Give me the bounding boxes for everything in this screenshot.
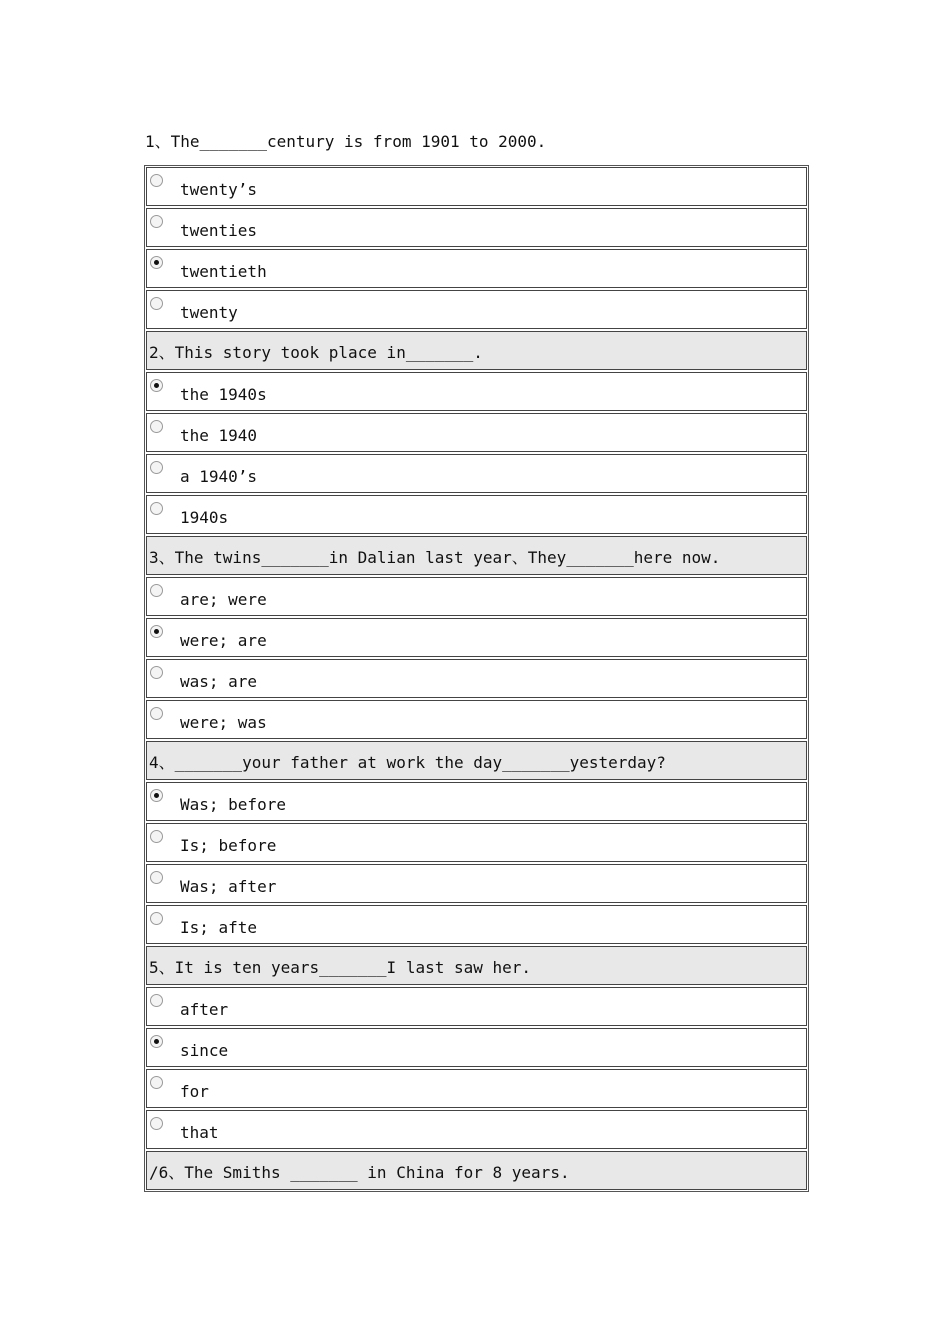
radio-unselected-icon[interactable] bbox=[150, 174, 163, 187]
answer-option-row[interactable] bbox=[146, 290, 807, 329]
question-4-text: 4、_______your father at work the day_______yesterday? bbox=[149, 753, 666, 772]
answer-option-label: Is; afte bbox=[180, 918, 258, 937]
answer-option-label: the 1940 bbox=[180, 426, 258, 445]
answer-option-label: that bbox=[180, 1123, 219, 1142]
answer-option-label: were; are bbox=[180, 631, 267, 650]
answer-option-row[interactable] bbox=[146, 372, 807, 411]
radio-unselected-icon[interactable] bbox=[150, 666, 163, 679]
radio-selected-icon[interactable] bbox=[150, 789, 163, 802]
answer-option-row[interactable] bbox=[146, 823, 807, 862]
radio-unselected-icon[interactable] bbox=[150, 707, 163, 720]
answer-option-row[interactable] bbox=[146, 1028, 807, 1067]
question-6-text: /6、The Smiths _______ in China for 8 years. bbox=[149, 1163, 570, 1182]
answer-option-row[interactable] bbox=[146, 618, 807, 657]
answer-option-row[interactable] bbox=[146, 987, 807, 1026]
answer-option-label: was; are bbox=[180, 672, 258, 691]
radio-unselected-icon[interactable] bbox=[150, 461, 163, 474]
answer-option-label: a 1940’s bbox=[180, 467, 258, 486]
answer-option-label: were; was bbox=[180, 713, 267, 732]
answer-option-row[interactable] bbox=[146, 782, 807, 821]
question-1-text: 1、The_______century is from 1901 to 2000. bbox=[145, 132, 547, 151]
answer-option-row[interactable] bbox=[146, 495, 807, 534]
answer-option-row[interactable] bbox=[146, 905, 807, 944]
answer-option-label: are; were bbox=[180, 590, 267, 609]
question-row bbox=[146, 946, 807, 985]
answer-option-row[interactable] bbox=[146, 700, 807, 739]
question-row bbox=[146, 331, 807, 370]
answer-option-label: for bbox=[180, 1082, 209, 1101]
radio-unselected-icon[interactable] bbox=[150, 1076, 163, 1089]
radio-unselected-icon[interactable] bbox=[150, 297, 163, 310]
radio-selected-icon[interactable] bbox=[150, 256, 163, 269]
question-2-text: 2、This story took place in_______. bbox=[149, 343, 483, 362]
radio-unselected-icon[interactable] bbox=[150, 830, 163, 843]
question-row bbox=[146, 536, 807, 575]
answer-option-row[interactable] bbox=[146, 454, 807, 493]
answer-option-row[interactable] bbox=[146, 1069, 807, 1108]
answer-option-label: after bbox=[180, 1000, 229, 1019]
answer-option-row[interactable] bbox=[146, 413, 807, 452]
answer-option-row[interactable] bbox=[146, 1110, 807, 1149]
answer-option-label: since bbox=[180, 1041, 229, 1060]
answer-option-row[interactable] bbox=[146, 249, 807, 288]
question-3-text: 3、The twins_______in Dalian last year、They_______here now. bbox=[149, 548, 721, 567]
answer-option-row[interactable] bbox=[146, 864, 807, 903]
radio-selected-icon[interactable] bbox=[150, 379, 163, 392]
answer-option-label: the 1940s bbox=[180, 385, 267, 404]
radio-selected-icon[interactable] bbox=[150, 625, 163, 638]
answer-option-label: twenties bbox=[180, 221, 258, 240]
answer-option-label: Was; before bbox=[180, 795, 286, 814]
quiz-table bbox=[144, 165, 809, 1192]
radio-unselected-icon[interactable] bbox=[150, 420, 163, 433]
answer-option-row[interactable] bbox=[146, 208, 807, 247]
radio-unselected-icon[interactable] bbox=[150, 502, 163, 515]
radio-unselected-icon[interactable] bbox=[150, 1117, 163, 1130]
radio-unselected-icon[interactable] bbox=[150, 584, 163, 597]
radio-unselected-icon[interactable] bbox=[150, 994, 163, 1007]
radio-unselected-icon[interactable] bbox=[150, 871, 163, 884]
question-row bbox=[146, 1151, 807, 1190]
question-row bbox=[146, 741, 807, 780]
answer-option-row[interactable] bbox=[146, 167, 807, 206]
answer-option-row[interactable] bbox=[146, 577, 807, 616]
radio-selected-icon[interactable] bbox=[150, 1035, 163, 1048]
question-5-text: 5、It is ten years_______I last saw her. bbox=[149, 958, 532, 977]
answer-option-label: twenty bbox=[180, 303, 238, 322]
answer-option-label: Was; after bbox=[180, 877, 277, 896]
answer-option-label: 1940s bbox=[180, 508, 229, 527]
answer-option-label: twentieth bbox=[180, 262, 267, 281]
answer-option-label: Is; before bbox=[180, 836, 277, 855]
radio-unselected-icon[interactable] bbox=[150, 912, 163, 925]
radio-unselected-icon[interactable] bbox=[150, 215, 163, 228]
answer-option-row[interactable] bbox=[146, 659, 807, 698]
answer-option-label: twenty’s bbox=[180, 180, 258, 199]
